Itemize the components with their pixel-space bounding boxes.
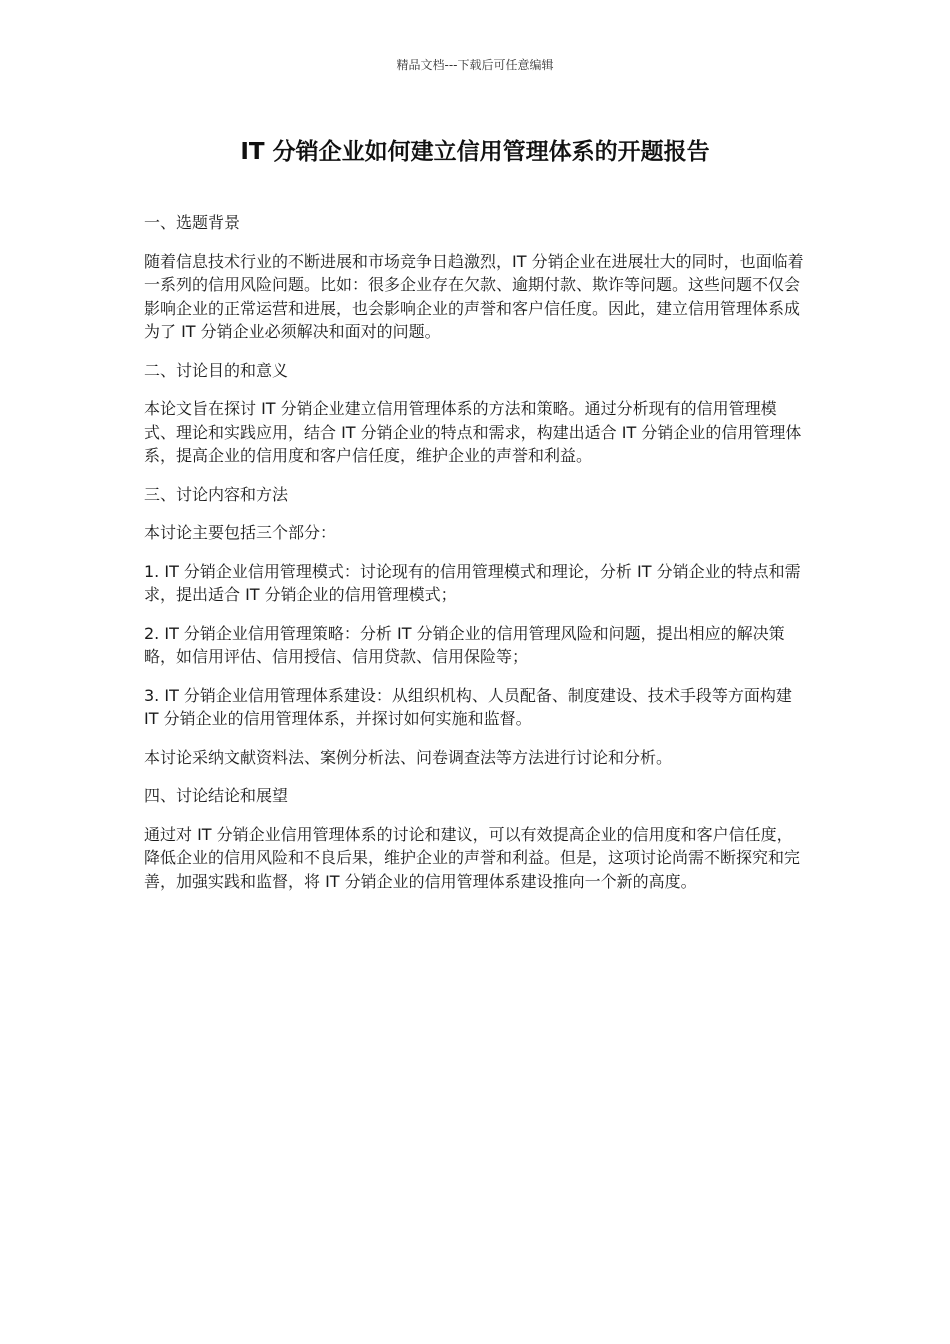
- document-body: [144, 211, 808, 908]
- list-item-credit-system: 3. IT 分销企业信用管理体系建设：从组织机构、人员配备、制度建设、技术手段等方面构建 IT 分销企业的信用管理体系，并探讨如何实施和监督。: [144, 685, 792, 728]
- list-item-credit-strategy: 2. IT 分销企业信用管理策略：分析 IT 分销企业的信用管理风险和问题，提出相应的解决策略，如信用评估、信用授信、信用贷款、信用保险等；: [144, 623, 785, 666]
- paragraph-background: 随着信息技术行业的不断进展和市场竞争日趋激烈，IT 分销企业在进展壮大的同时，也面临着一系列的信用风险问题。比如：很多企业存在欠款、逾期付款、欺诈等问题。这些问题不仅会影响企业的正常运营和进展，也会影响企业的声誉和客户信任度。因此，建立信用管理体系成为了 IT 分销企业必须解决和面对的问题。: [144, 251, 804, 341]
- section-heading-conclusion: 四、讨论结论和展望: [144, 786, 289, 805]
- section-heading-content-methods: 三、讨论内容和方法: [144, 484, 289, 504]
- section-heading-background: 一、选题背景: [144, 213, 241, 232]
- paragraph-methods: 本讨论采纳文献资料法、案例分析法、问卷调查法等方法进行讨论和分析。: [144, 747, 673, 767]
- list-item-credit-model: 1. IT 分销企业信用管理模式：讨论现有的信用管理模式和理论，分析 IT 分销企业的特点和需求，提出适合 IT 分销企业的信用管理模式；: [144, 561, 801, 604]
- document-title: IT 分销企业如何建立信用管理体系的开题报告: [240, 139, 710, 165]
- header-note: 精品文档---下载后可任意编辑: [396, 58, 554, 72]
- section-heading-purpose: 二、讨论目的和意义: [144, 360, 289, 380]
- paragraph-conclusion: 通过对 IT 分销企业信用管理体系的讨论和建议，可以有效提高企业的信用度和客户信任度，降低企业的信用风险和不良后果，维护企业的声誉和利益。但是，这项讨论尚需不断探究和完善，加强实践和监督，将 IT 分销企业的信用管理体系建设推向一个新的高度。: [144, 824, 801, 891]
- paragraph-purpose: 本论文旨在探讨 IT 分销企业建立信用管理体系的方法和策略。通过分析现有的信用管理模式、理论和实践应用，结合 IT 分销企业的特点和需求，构建出适合 IT 分销企业的信用管理体系，提高企业的信用度和客户信任度，维护企业的声誉和利益。: [144, 399, 802, 465]
- paragraph-content-intro: 本讨论主要包括三个部分：: [144, 523, 337, 542]
